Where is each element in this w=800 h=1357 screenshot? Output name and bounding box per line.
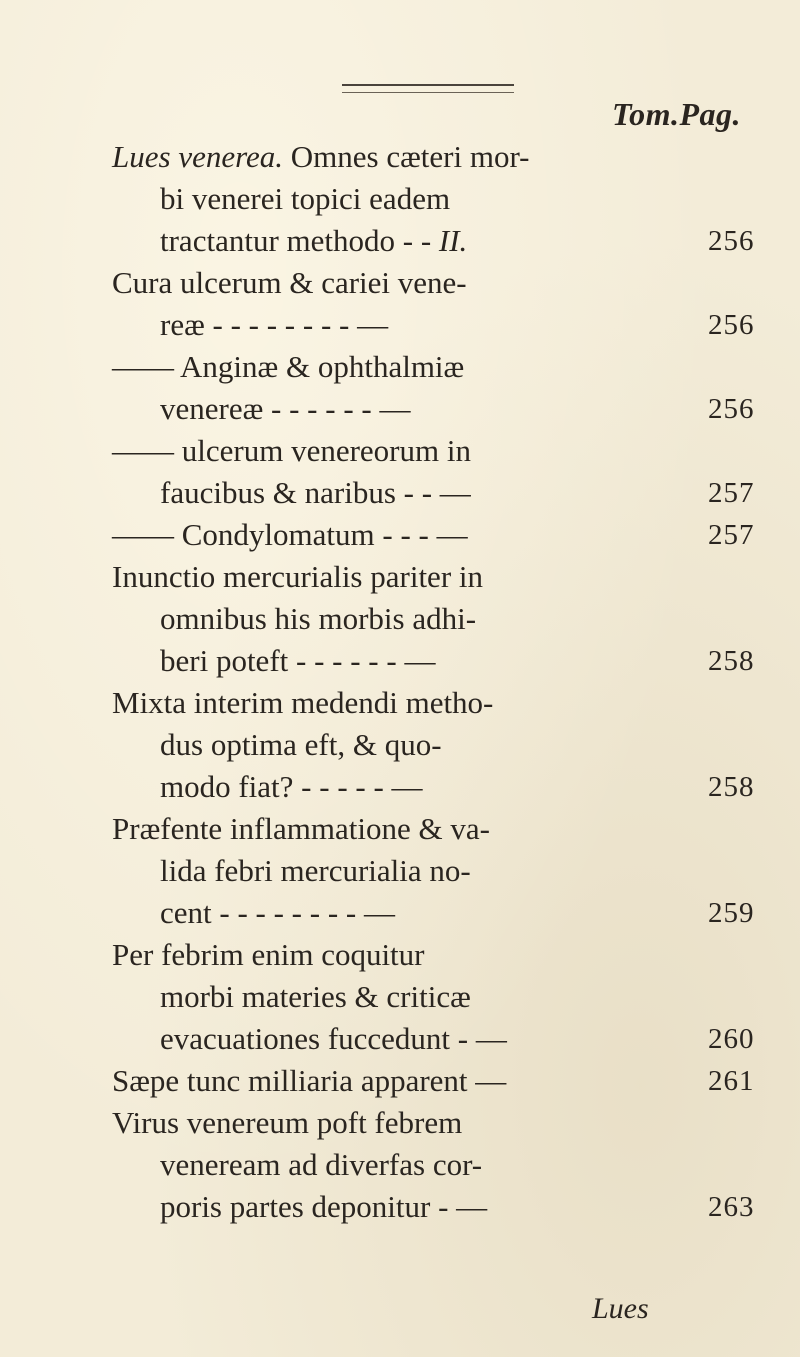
page-number: 258 [708,771,755,803]
page-number: 261 [708,1065,755,1097]
index-line: morbi materies & criticæ [160,979,471,1014]
index-line: cent - - - - - - - - — [160,895,395,930]
column-header: Tom.Pag. [612,96,742,132]
index-line: modo fiat? - - - - - — [160,769,423,804]
page-number: 256 [708,225,755,257]
page-number: 257 [708,519,755,551]
index-line: tractantur methodo - - II. [160,223,468,258]
index-line: reæ - - - - - - - - — [160,307,389,342]
index-line: veneream ad diverfas cor- [160,1147,483,1182]
index-line: poris partes deponitur - — [160,1189,488,1224]
index-line: lida febri mercurialia no- [160,853,471,888]
index-line: Lues venerea. Omnes cæteri mor- [112,139,530,174]
tom-number: II. [438,223,468,258]
page-number: 258 [708,645,755,677]
index-line: Sæpe tunc milliaria apparent — [112,1063,507,1098]
page-number: 260 [708,1023,755,1055]
page-number: 256 [708,309,755,341]
page-number: 256 [708,393,755,425]
index-line: Præfente inflammatione & va- [112,811,490,846]
page-number: 263 [708,1191,755,1223]
index-line: Cura ulcerum & cariei vene- [112,265,467,300]
index-line: —— Anginæ & ophthalmiæ [112,349,465,384]
catchword: Lues [592,1292,649,1325]
index-line: evacuationes fuccedunt - — [160,1021,507,1056]
index-line: venereæ - - - - - - — [160,391,411,426]
page-number: 259 [708,897,755,929]
page-number: 257 [708,477,755,509]
index-line: Per febrim enim coquitur [112,937,425,972]
index-line: dus optima eft, & quo- [160,727,442,762]
entry-heading-lues: Lues venerea. [112,139,284,174]
index-line: —— ulcerum venereorum in [112,433,471,468]
index-line: faucibus & naribus - - — [160,475,471,510]
index-line: Inunctio mercurialis pariter in [112,559,484,594]
index-line: —— Condylomatum - - - — [112,517,468,552]
index-line: Virus venereum poft febrem [112,1105,463,1140]
index-line: omnibus his morbis adhi- [160,601,477,636]
index-line: Mixta interim medendi metho- [112,685,494,720]
header-rule [342,84,514,93]
index-line: bi venerei topici eadem [160,181,451,216]
index-line: beri poteft - - - - - - — [160,643,436,678]
